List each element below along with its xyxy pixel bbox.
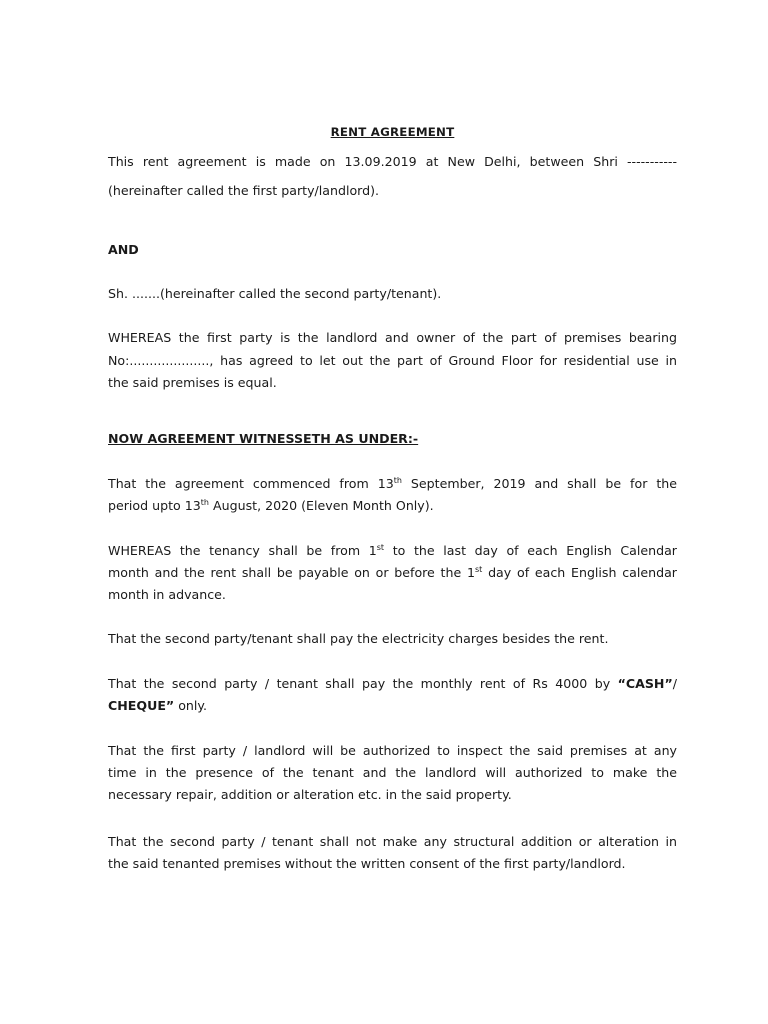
clause4-line-2-text-b: only. (174, 698, 208, 713)
clause2-line-2 (108, 565, 677, 581)
clause5-line-2: time in the presence of the tenant and the landlord will authorized to make the (108, 765, 677, 780)
section-heading: NOW AGREEMENT WITNESSETH AS UNDER:- (108, 431, 419, 446)
clause1-line-1 (108, 476, 677, 492)
clause2-line-1-text-a: WHEREAS the tenancy shall be from 1 (108, 543, 377, 558)
clause1-line-2-text-a: period upto 13 (108, 498, 201, 513)
clause3-line: That the second party/tenant shall pay the electricity charges besides the rent. (108, 631, 609, 646)
clause1-line-2-text-b: August, 2020 (Eleven Month Only). (209, 498, 434, 513)
intro-line-2: (hereinafter called the first party/landlord). (108, 183, 380, 198)
whereas1-line-3: the said premises is equal. (108, 375, 277, 390)
clause4-cash-label: “CASH” (617, 676, 673, 691)
clause5-line-1: That the first party / landlord will be authorized to inspect the said premises at any (108, 743, 677, 758)
second-party-line: Sh. .......(hereinafter called the second party/tenant). (108, 286, 442, 301)
clause4-line-1-text-b: / (672, 676, 677, 691)
whereas1-line-2: No:...................., has agreed to let out the part of Ground Floor for residential use in (108, 353, 677, 368)
clause2-line-2-text-a: month and the rent shall be payable on or before the 1 (108, 565, 475, 580)
clause5-line-3: necessary repair, addition or alteration etc. in the said property. (108, 787, 512, 802)
document-title: RENT AGREEMENT (330, 125, 455, 139)
clause1-line-1-text-b: September, 2019 and shall be for the (401, 476, 677, 491)
clause4-line-1-text-a: That the second party / tenant shall pay the monthly rent of Rs 4000 by (108, 676, 618, 691)
clause4-cheque-label: CHEQUE” (108, 698, 175, 713)
clause2-line-2-superscript: st (475, 564, 483, 574)
and-label: AND (108, 242, 139, 257)
clause1-line-1-text-a: That the agreement commenced from 13 (108, 476, 394, 491)
clause1-line-1-superscript: th (393, 475, 402, 485)
clause1-line-2-superscript: th (200, 497, 209, 507)
clause4-line-1 (108, 676, 677, 692)
clause2-line-1 (108, 543, 677, 559)
clause2-line-2-text-b: day of each English calendar (482, 565, 677, 580)
clause4-line-2 (108, 698, 677, 714)
clause2-line-1-text-b: to the last day of each English Calendar (384, 543, 677, 558)
clause6-line-2: the said tenanted premises without the written consent of the first party/landlord. (108, 856, 626, 871)
intro-line-1: This rent agreement is made on 13.09.2019 at New Delhi, between Shri ----------- (108, 154, 677, 169)
clause2-line-3: month in advance. (108, 587, 226, 602)
clause1-line-2 (108, 498, 677, 514)
clause2-line-1-superscript: st (376, 542, 385, 552)
whereas1-line-1: WHEREAS the first party is the landlord and owner of the part of premises bearing (108, 330, 677, 345)
clause6-line-1: That the second party / tenant shall not make any structural addition or alteration in (108, 834, 677, 849)
